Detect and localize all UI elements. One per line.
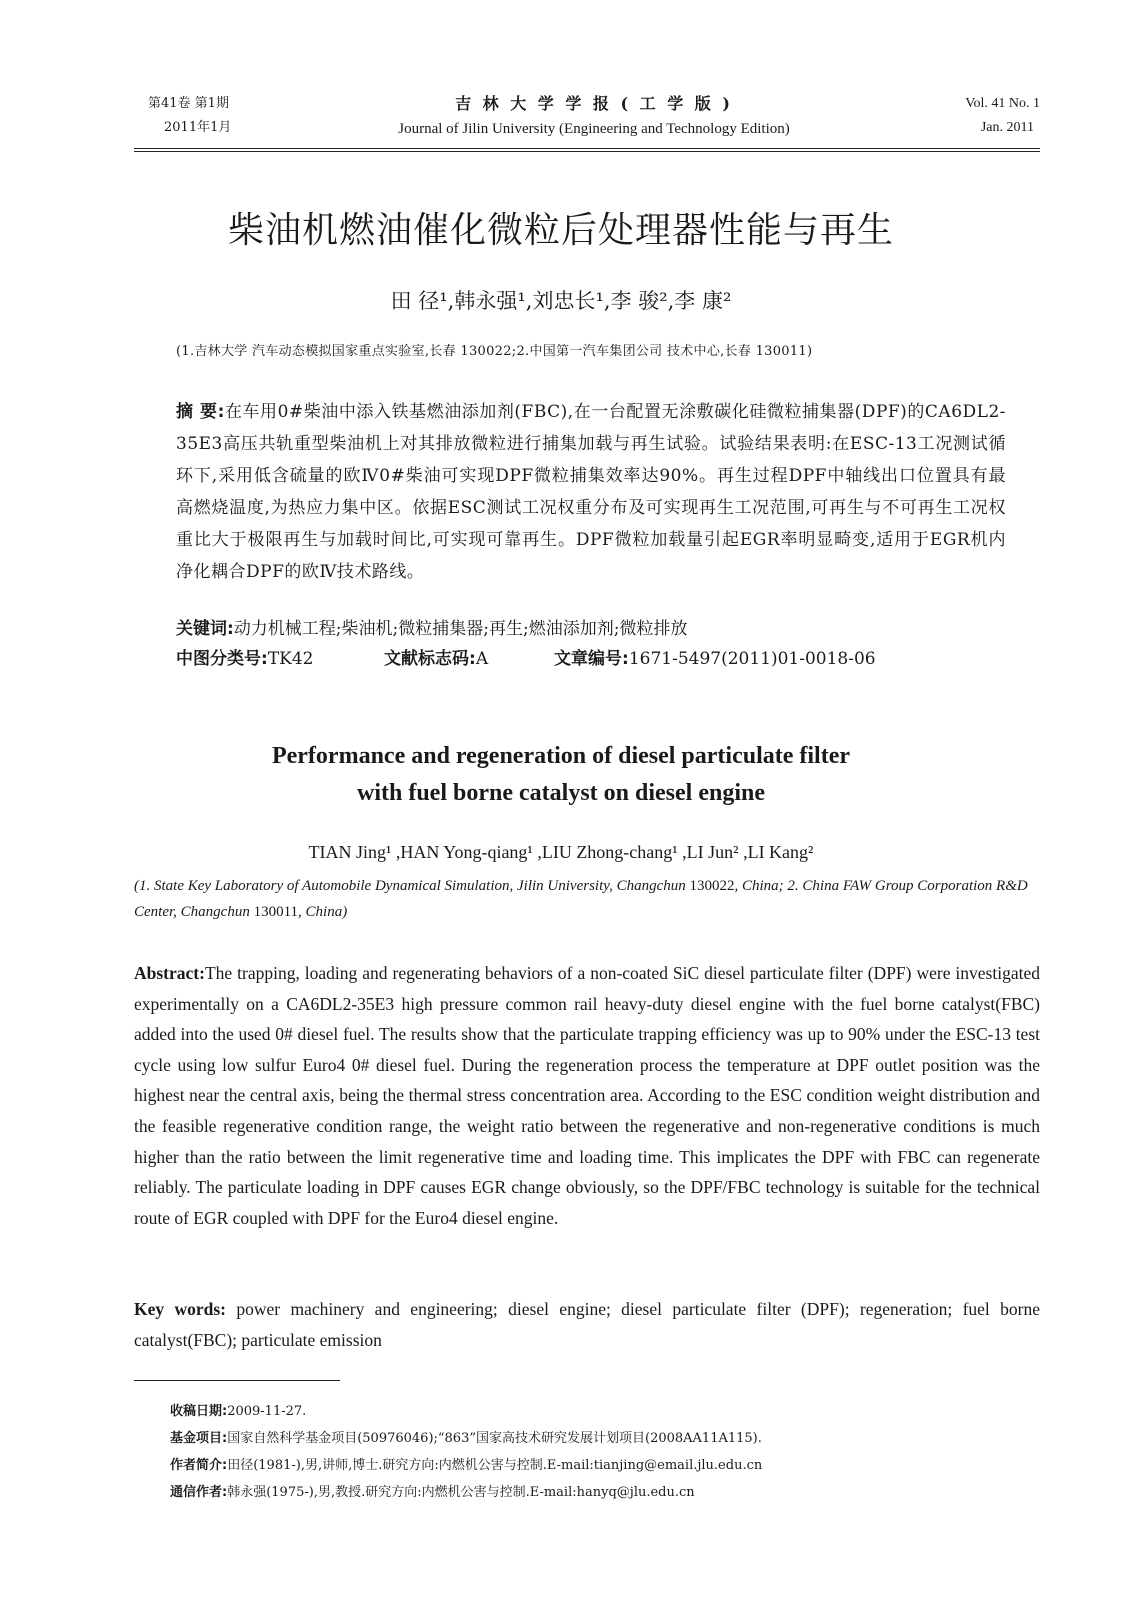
running-header <box>148 92 1040 142</box>
keywords-en-label: Key words: <box>134 1299 227 1319</box>
clc-value: TK42 <box>267 649 314 669</box>
abstract-cn-text: 在车用0#柴油中添入铁基燃油添加剂(FBC),在一台配置无涂敷碳化硅微粒捕集器(DPF)的CA6DL2-35E3高压共轨重型柴油机上对其排放微粒进行捕集加载与再生试验。试验结果表明:在ESC-13工况测试循环下,采用低含硫量的欧Ⅳ0#柴油可实现DPF微粒捕集效率达90%。再生过程DPF中轴线出口位置具有最高燃烧温度,为热应力集中区。依据ESC测试工况权重分布及可实现再生工况范围,可再生与不可再生工况权重比大于极限再生与加载时间比,可实现可靠再生。DPF微粒加载量引起EGR率明显畸变,适用于EGR机内净化耦合DPF的欧Ⅳ技术路线。 <box>176 402 1006 582</box>
article-number <box>554 644 876 674</box>
footnote-rule <box>134 1380 340 1381</box>
affiliation-cn: (1.吉林大学 汽车动态模拟国家重点实验室,长春 130022;2.中国第一汽车集团公司 技术中心,长春 130011) <box>176 344 813 359</box>
abstract-en-label: Abstract: <box>134 963 205 983</box>
keywords-en <box>134 1294 1040 1355</box>
author-bio-label: 作者简介: <box>170 1458 228 1473</box>
date-en: Jan. 2011 <box>980 120 1034 135</box>
affil-en-part2: , China; 2. China FAW Group Corporation R&D Center, Changchun <box>134 878 1028 920</box>
paper-title-en-line1: Performance and regeneration of diesel particulate filter <box>271 743 851 769</box>
clc-number <box>176 644 384 674</box>
fund-label: 基金项目: <box>170 1431 228 1446</box>
author-bio-value: 田径(1981-),男,讲师,博士.研究方向:内燃机公害与控制.E-mail:tianjing@email.jlu.edu.cn <box>227 1458 763 1473</box>
volume-issue-cn: 第41卷 第1期 <box>148 96 229 111</box>
abstract-en-text: The trapping, loading and regenerating behaviors of a non-coated SiC diesel particulate filter (DPF) were investigated experimentally on a CA6DL2-35E3 high pressure common rail heavy-duty diesel engine with the fuel borne catalyst(FBC) added into the used 0# diesel fuel. The results show that the particulate trapping efficiency was up to 90% under the ESC-13 test cycle using low sulfur Euro4 0# diesel fuel. During the regeneration process the temperature at DPF outlet position was the highest near the central axis, being the thermal stress concentration area. According to the ESC condition weight distribution and the feasible regenerative condition range, the weight ratio between the regenerative and non-regenerative conditions is much higher than the ratio between the limit regenerative time and loading time. This implicates the DPF with FBC can regenerate reliably. The particulate loading in DPF causes EGR change obviously, so the DPF/FBC technology is suitable for the technical route of EGR coupled with DPF for the Euro4 diesel engine. <box>134 963 1040 1228</box>
fund-value: 国家自然科学基金项目(50976046);“863”国家高技术研究发展计划项目(2008AA11A115). <box>227 1431 762 1446</box>
affil-en-postcode1: 130022 <box>689 878 735 894</box>
paper-title-cn: 柴油机燃油催化微粒后处理器性能与再生 <box>227 210 894 251</box>
doc-code-value: A <box>475 649 489 669</box>
corresponding-label: 通信作者: <box>170 1485 228 1500</box>
keywords-cn-text: 动力机械工程;柴油机;微粒捕集器;再生;燃油添加剂;微粒排放 <box>233 619 688 639</box>
footnotes <box>170 1398 1050 1506</box>
paper-title-en-line2: with fuel borne catalyst on diesel engine <box>357 780 765 806</box>
footnote-corresponding <box>170 1479 1050 1506</box>
authors-en: TIAN Jing¹ ,HAN Yong-qiang¹ ,LIU Zhong-chang¹ ,LI Jun² ,LI Kang² <box>308 842 814 862</box>
keywords-en-text: power machinery and engineering; diesel engine; diesel particulate filter (DPF); regeneration; fuel borne catalyst(FBC); particulate emission <box>134 1299 1040 1350</box>
abstract-cn-label: 摘 要: <box>176 402 225 422</box>
header-rule-top <box>134 148 1040 149</box>
keywords-cn-label: 关键词: <box>176 619 234 639</box>
footnote-fund <box>170 1425 1050 1452</box>
clc-label: 中图分类号: <box>176 649 268 669</box>
date-cn: 2011年1月 <box>164 120 232 135</box>
document-code <box>384 644 554 674</box>
paper-title-en <box>0 738 1122 812</box>
abstract-en <box>134 958 1040 1233</box>
affil-en-postcode2: 130011 <box>253 904 299 920</box>
corresponding-value: 韩永强(1975-),男,教授.研究方向:内燃机公害与控制.E-mail:hanyq@jlu.edu.cn <box>227 1485 695 1500</box>
header-rule-bottom <box>134 151 1040 152</box>
footnote-author <box>170 1452 1050 1479</box>
affil-en-part3: , China) <box>298 904 348 920</box>
affil-en-part1: (1. State Key Laboratory of Automobile Dynamical Simulation, Jilin University, Changchun <box>134 878 690 894</box>
journal-name <box>148 92 1040 142</box>
received-label: 收稿日期: <box>170 1404 228 1419</box>
footnote-received <box>170 1398 1050 1425</box>
keywords-cn <box>176 614 1006 644</box>
volume-issue-en: Vol. 41 No. 1 <box>965 96 1040 111</box>
article-number-label: 文章编号: <box>554 649 629 669</box>
abstract-cn <box>176 396 1006 588</box>
authors-cn: 田 径¹,韩永强¹,刘忠长¹,李 骏²,李 康² <box>390 289 732 313</box>
article-number-value: 1671-5497(2011)01-0018-06 <box>628 649 876 669</box>
affiliation-en <box>134 873 1040 925</box>
journal-name-cn: 吉 林 大 学 学 报 ( 工 学 版 ) <box>455 94 733 113</box>
volume-info-en <box>965 92 1040 140</box>
classification-row <box>176 644 1006 674</box>
journal-name-en: Journal of Jilin University (Engineering and Technology Edition) <box>398 121 790 137</box>
received-value: 2009-11-27. <box>227 1404 307 1419</box>
doc-code-label: 文献标志码: <box>384 649 476 669</box>
